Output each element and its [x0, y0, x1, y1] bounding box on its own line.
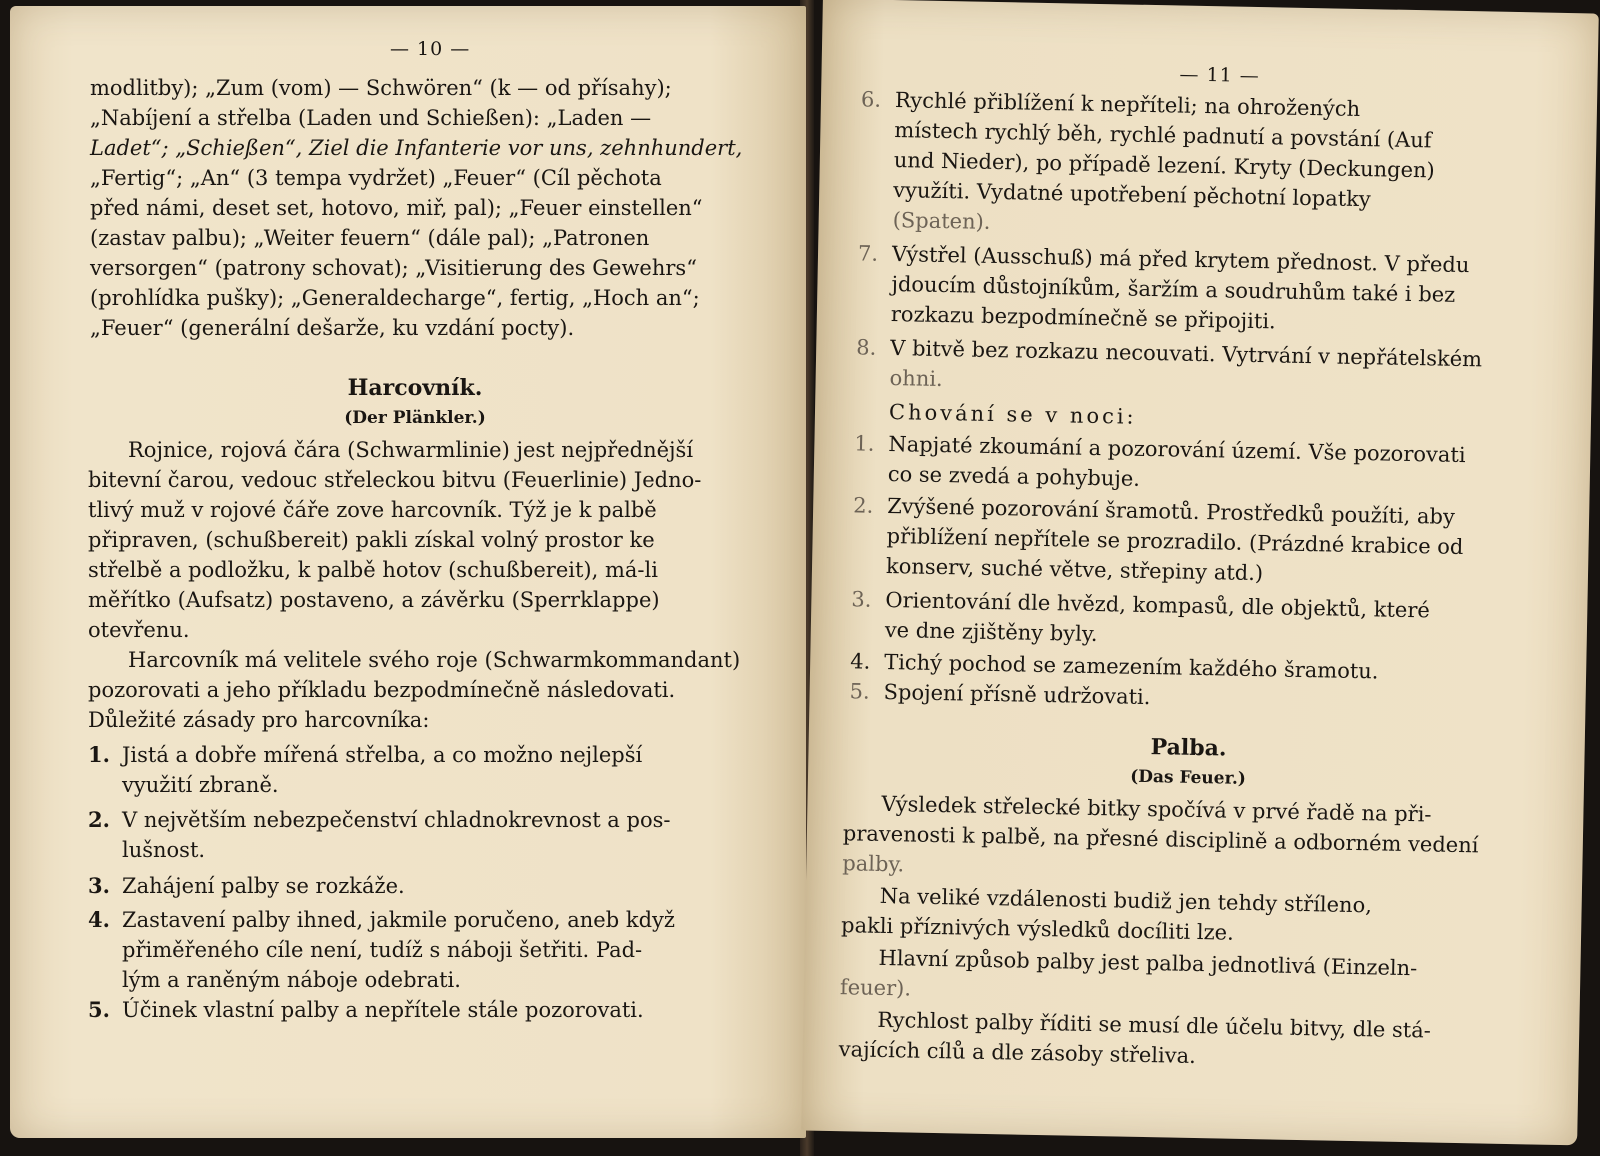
- left-page: [10, 6, 806, 1138]
- list-number: 1.: [854, 431, 875, 456]
- text-line: modlitby); „Zum (vom) — Schwören“ (k — od přísahy);: [90, 76, 672, 100]
- list-text: Výstřel (Ausschuß) má před krytem přednost. V předu: [891, 242, 1470, 278]
- text-line: konserv, suché větve, střepiny atd.): [885, 553, 1264, 586]
- text-line: využití zbraně.: [122, 773, 279, 797]
- section-heading: Palba.: [1150, 734, 1227, 762]
- text-line: (zastav palbu); „Weiter feuern“ (dále pal); „Patronen: [90, 226, 650, 250]
- list-text: Zahájení palby se rozkáže.: [122, 874, 405, 898]
- list-item: [88, 906, 675, 934]
- text-line: „Fertig“; „An“ (3 tempa vydržet) „Feuer“ (Cíl pěchota: [90, 166, 662, 190]
- list-text: Zvýšené pozorování šramotů. Prostředků použíti, aby: [886, 493, 1456, 529]
- list-item: [88, 741, 642, 769]
- list-text: Jistá a dobře mířená střelba, a co možno nejlepší: [122, 743, 643, 767]
- text-line: „Nabíjení a střelba (Laden und Schießen): „Laden —: [90, 106, 652, 130]
- text-line: přiblížení nepřítele se prozradilo. (Prázdné krabice od: [886, 523, 1464, 560]
- list-number: 8.: [856, 335, 877, 360]
- text-line: rozkazu bezpodmínečně se připojiti.: [890, 302, 1276, 334]
- list-number: 1.: [88, 742, 110, 767]
- text-line: versorgen“ (patrony schovat); „Visitierung des Gewehrs“: [90, 256, 697, 280]
- list-text: Zastavení palby ihned, jakmile poručeno, aneb když: [122, 908, 675, 932]
- section-heading: Harcovník.: [347, 375, 483, 401]
- text-line: využíti. Vydatné upotřebení pěchotní lopatky: [893, 178, 1371, 212]
- list-item: [856, 333, 1482, 373]
- list-item: [88, 806, 670, 834]
- list-number: 7.: [857, 241, 879, 266]
- text-line: co se zvedá a pohybuje.: [887, 461, 1141, 491]
- list-number: 2.: [852, 493, 874, 518]
- text-line: střelbě a podložku, k palbě hotov (schußbereit), má-li: [88, 558, 658, 582]
- text-line: Rojnice, rojová čára (Schwarmlinie) jest nejpřednější: [128, 438, 694, 462]
- list-number: 2.: [88, 807, 110, 832]
- text-line: připraven, (schußbereit) pakli získal volný prostor ke: [88, 528, 655, 552]
- text-line: (Spaten).: [892, 208, 991, 234]
- list-text: Rychlé přiblížení k nepříteli; na ohrožených: [894, 88, 1361, 121]
- text-line: Hlavní způsob palby jest palba jednotlivá (Einzeln-: [878, 945, 1418, 981]
- text-line: pravenosti k palbě, na přesné disciplině a odborném vedení: [842, 821, 1479, 858]
- text-line: měřítko (Aufsatz) postaveno, a závěrku (Sperrklappe): [88, 588, 660, 612]
- text-line: otevřenu.: [88, 618, 190, 642]
- text-line: před námi, deset set, hotovo, miř, pal); „Feuer einstellen“: [90, 196, 703, 220]
- page-number-right: — 11 —: [1179, 63, 1261, 88]
- list-text: Spojení přísně udržovati.: [883, 679, 1151, 710]
- list-text: V největším nebezpečenství chladnokrevnost a pos-: [122, 808, 671, 832]
- list-number: 3.: [851, 587, 872, 612]
- text-line: bitevní čarou, vedouc střeleckou bitvu (Feuerlinie) Jedno-: [88, 468, 702, 492]
- list-item: [849, 677, 1150, 711]
- text-line: pakli příznivých výsledků docíliti lze.: [840, 913, 1235, 945]
- list-number: 3.: [88, 873, 110, 898]
- text-line: pozorovati a jeho příkladu bezpodmínečně následovati.: [88, 678, 676, 702]
- text-line: Na veliké vzdálenosti budiž jen tehdy stříleno,: [879, 883, 1373, 918]
- text-line: lým a raněným náboje odebrati.: [122, 968, 461, 992]
- text-line: místech rychlý běh, rychlé padnutí a povstání (Auf: [894, 118, 1432, 153]
- text-line: „Feuer“ (generální dešarže, ku vzdání pocty).: [90, 316, 575, 340]
- text-line: und Nieder), po případě lezení. Kryty (Deckungen): [893, 148, 1435, 183]
- text-line: ohni.: [889, 366, 943, 392]
- list-number: 4.: [849, 649, 871, 674]
- text-line: vajících cílů a dle zásoby střeliva.: [838, 1037, 1197, 1069]
- night-heading: Chování se v noci:: [888, 400, 1137, 429]
- section-subheading: (Das Feuer.): [1129, 766, 1247, 789]
- text-line: Harcovník má velitele svého roje (Schwarmkommandant): [128, 648, 741, 672]
- list-item: [88, 996, 644, 1024]
- text-line: jdoucím důstojníkům, šaržím a soudruhům také i bez: [891, 272, 1456, 307]
- text-line: lušnost.: [122, 838, 206, 862]
- list-number: 5.: [849, 679, 870, 704]
- list-text: Orientování dle hvězd, kompasů, dle objektů, které: [885, 587, 1431, 623]
- text-line: přiměřeného cíle není, tudíž s náboji šetřiti. Pad-: [122, 938, 643, 962]
- section-subheading: (Der Plänkler.): [344, 408, 486, 428]
- text-line: (prohlídka pušky); „Generaldecharge“, fertig, „Hoch an“;: [90, 286, 700, 310]
- right-page: [801, 0, 1599, 1145]
- text-line: feuer).: [839, 975, 912, 1001]
- list-text: Tichý pochod se zamezením každého šramotu.: [883, 649, 1379, 684]
- text-line: palby.: [842, 851, 905, 877]
- list-number: 4.: [88, 907, 110, 932]
- page-number-left: — 10 —: [390, 38, 471, 60]
- text-line: Důležité zásady pro harcovníka:: [88, 708, 430, 732]
- list-number: 5.: [88, 997, 110, 1022]
- text-line: Ladet“; „Schießen“, Ziel die Infanterie vor uns, zehnhundert,: [90, 136, 743, 160]
- text-line: Rychlost palby říditi se musí dle účelu bitvy, dle stá-: [877, 1007, 1432, 1043]
- list-text: V bitvě bez rozkazu necouvati. Vytrvání v nepřátelském: [890, 336, 1483, 372]
- text-line: ve dne zjištěny byly.: [884, 617, 1098, 647]
- text-line: tlivý muž v rojové čáře zove harcovník. Týž je k palbě: [88, 498, 657, 522]
- list-text: Napjaté zkoumání a pozorování území. Vše pozorovati: [888, 431, 1466, 468]
- list-text: Účinek vlastní palby a nepřítele stále pozorovati.: [122, 998, 644, 1022]
- list-item: [88, 872, 405, 900]
- list-number: 6.: [860, 87, 882, 112]
- text-line: Výsledek střelecké bitky spočívá v prvé řadě na při-: [881, 791, 1432, 827]
